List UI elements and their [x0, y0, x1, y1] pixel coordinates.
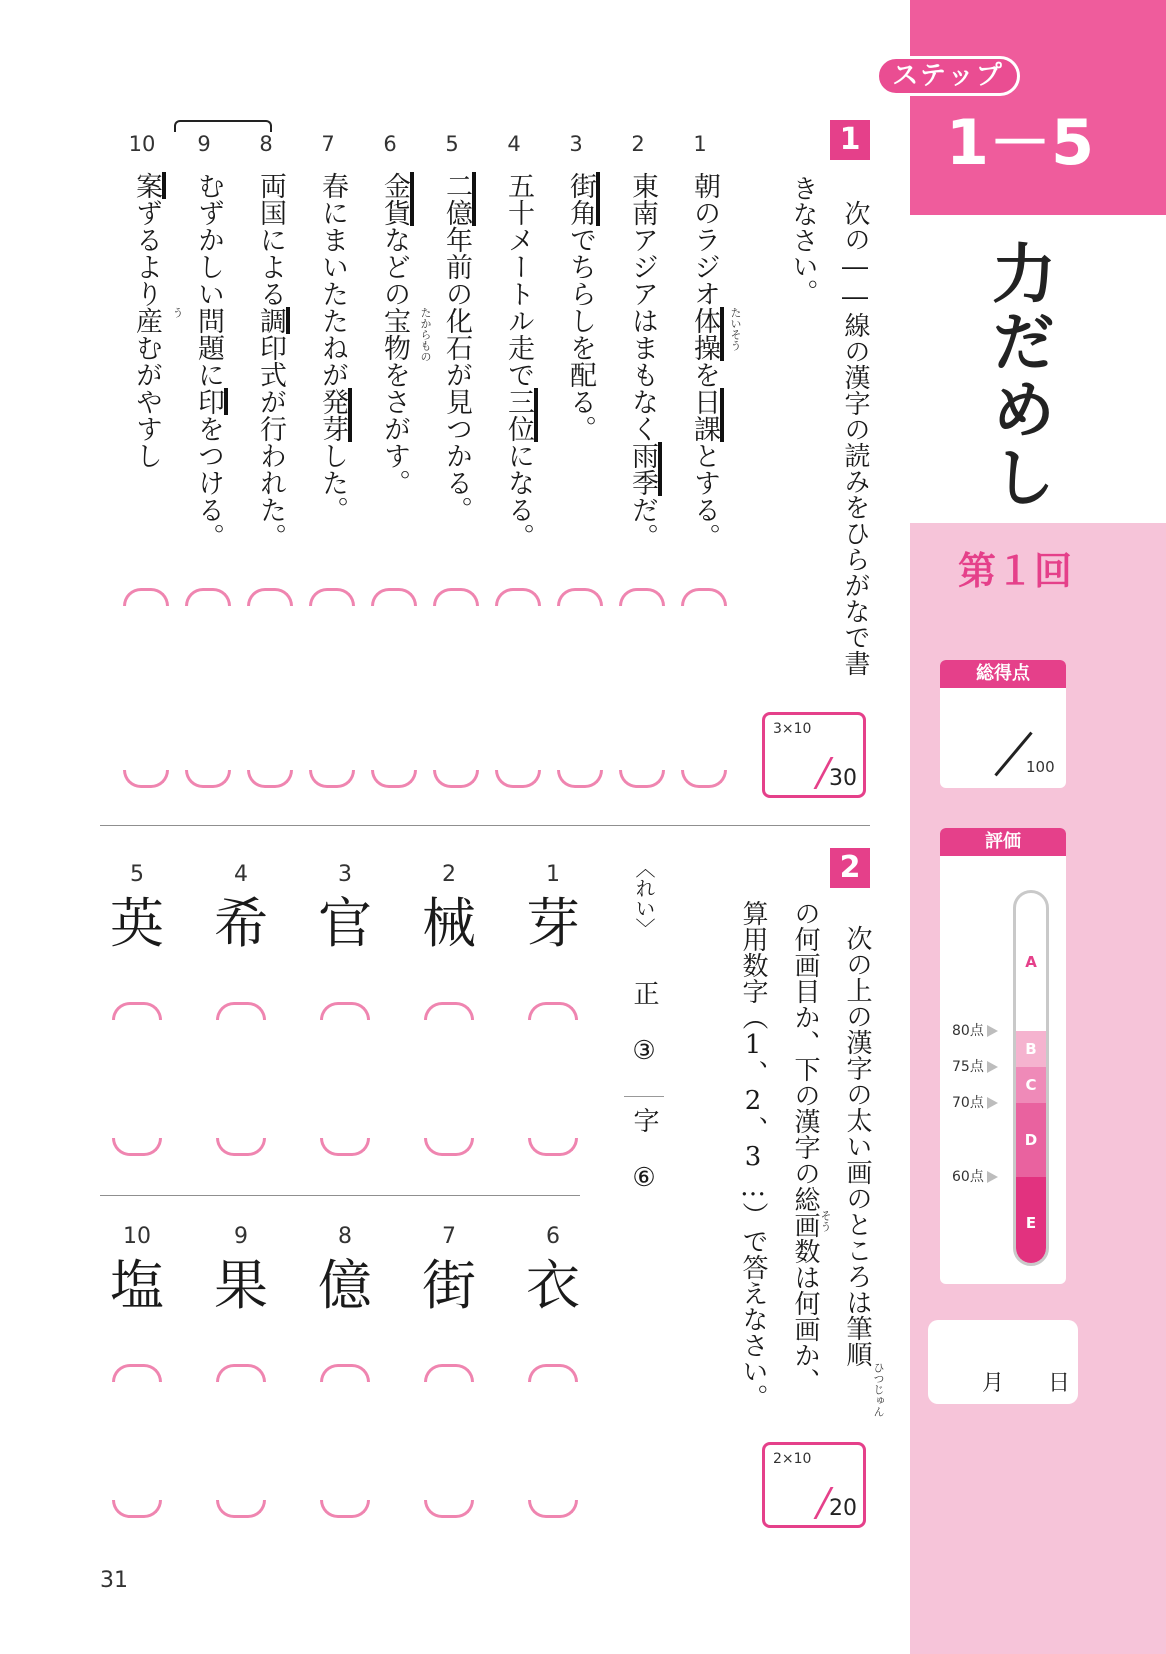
underlined-kanji: 発芽 — [317, 388, 352, 442]
question-1-score-multiplier: 3×10 — [773, 721, 812, 737]
sentence-text: 春にまいたたねが — [317, 172, 348, 388]
total-score-label: 総得点 — [940, 660, 1066, 688]
sentence-text: などの — [379, 226, 410, 307]
furigana: たからもの — [419, 307, 432, 362]
q1-item-number: 3 — [569, 132, 583, 156]
sentence-text: を — [689, 361, 720, 388]
month-label: 月 — [982, 1371, 1005, 1396]
ruby-hitsujun: ひつじゅん — [872, 1362, 885, 1417]
q1-item-number: 1 — [693, 132, 707, 156]
threshold-75: 75点 — [952, 1056, 998, 1076]
answer-bracket-top[interactable] — [557, 588, 603, 606]
answer-bracket-bottom[interactable] — [309, 770, 355, 788]
underlined-kanji: 案 — [131, 172, 166, 199]
answer-bracket-top[interactable] — [320, 1364, 370, 1382]
q2-item-number: 9 — [234, 1224, 248, 1249]
answer-bracket-top[interactable] — [619, 588, 665, 606]
ruby-sou: そう — [819, 1210, 832, 1232]
answer-bracket-bottom[interactable] — [424, 1500, 474, 1518]
q2-kanji: 衣 — [526, 1254, 580, 1317]
evaluation-card — [940, 828, 1066, 1284]
q1-sentence — [684, 172, 742, 550]
answer-bracket-bottom[interactable] — [216, 1500, 266, 1518]
example-kanji-2: 字 — [624, 1096, 664, 1133]
answer-bracket-top[interactable] — [424, 1002, 474, 1020]
q1-item-number: 5 — [445, 132, 459, 156]
sentence-text: になる。 — [503, 442, 534, 550]
sentence-text: 朝のラジオ — [689, 172, 720, 307]
q1-item-number: 9 — [197, 132, 211, 156]
answer-bracket-top[interactable] — [216, 1002, 266, 1020]
underlined-kanji: 三位 — [503, 388, 538, 442]
threshold-60: 60点 — [952, 1166, 998, 1186]
sentence-text: でちらしを配る。 — [565, 226, 596, 442]
answer-bracket-top[interactable] — [433, 588, 479, 606]
grade-c-label: C — [1025, 1076, 1037, 1094]
answer-bracket-bottom[interactable] — [619, 770, 665, 788]
sentence-text: 五十メートル走で — [503, 172, 534, 388]
q1-sentence — [622, 172, 662, 550]
answer-bracket-bottom[interactable] — [528, 1500, 578, 1518]
question-1-instruction-line1: 次の――線の漢字の読みをひらがなで書 — [840, 200, 870, 676]
sentence-text: 年前の化石が見つかる。 — [441, 226, 472, 523]
q2-item-number: 8 — [338, 1224, 352, 1249]
answer-bracket-bottom[interactable] — [557, 770, 603, 788]
sentence-text: 東南アジアはまもなく — [627, 172, 658, 442]
sentence-text: 産 — [131, 307, 162, 334]
grade-b-label: B — [1025, 1040, 1037, 1058]
grade-meter — [1013, 890, 1049, 1266]
q2-kanji: 億 — [318, 1254, 372, 1317]
q2-item-number: 3 — [338, 862, 352, 887]
pair-brace — [174, 120, 272, 132]
grade-zone-c — [1016, 1067, 1046, 1103]
furigana: たいそう — [729, 307, 742, 351]
underlined-kanji: 日課 — [689, 388, 724, 442]
example — [624, 858, 664, 1193]
question-2-number: 2 — [830, 848, 870, 888]
example-kanji-1: 正 — [629, 980, 659, 1006]
answer-bracket-bottom[interactable] — [216, 1138, 266, 1156]
question-1-number: 1 — [830, 120, 870, 160]
sentence-text: をさがす。 — [379, 361, 410, 496]
example-value-1: ③ — [629, 1036, 659, 1066]
sentence-text: とする。 — [689, 442, 720, 550]
sentence-text: 両国による — [255, 172, 286, 307]
answer-bracket-bottom[interactable] — [247, 770, 293, 788]
q1-item-number: 10 — [128, 132, 156, 156]
q1-sentence — [312, 172, 352, 523]
example-value-2: ⑥ — [629, 1163, 659, 1193]
underlined-kanji: 印 — [193, 388, 228, 415]
answer-bracket-top[interactable] — [528, 1002, 578, 1020]
page-title: 力だめし — [981, 240, 1055, 512]
question-2-instruction-line2: の何画目か、下の漢字の総画数は何画か、 — [790, 900, 820, 1394]
q1-item-number: 6 — [383, 132, 397, 156]
underlined-kanji: 二億 — [441, 172, 476, 226]
underlined-kanji: 雨季 — [627, 442, 662, 496]
q2-kanji: 果 — [214, 1254, 268, 1317]
date-card — [928, 1320, 1078, 1404]
answer-bracket-bottom[interactable] — [371, 770, 417, 788]
answer-bracket-top[interactable] — [112, 1364, 162, 1382]
answer-bracket-bottom[interactable] — [112, 1138, 162, 1156]
q1-sentence — [188, 172, 228, 550]
q2-item-number: 6 — [546, 1224, 560, 1249]
total-score-max: 100 — [1026, 758, 1055, 776]
answer-bracket-top[interactable] — [681, 588, 727, 606]
answer-bracket-top[interactable] — [528, 1364, 578, 1382]
sentence-text: むずかしい問題に — [193, 172, 224, 388]
q2-kanji: 塩 — [110, 1254, 164, 1317]
underlined-kanji: 体操 — [689, 307, 724, 361]
q2-item-number: 5 — [130, 862, 144, 887]
question-1-instruction-line2: きなさい。 — [788, 175, 818, 305]
sentence-text: 印式が行われた。 — [255, 334, 286, 550]
question-2-instruction-line3: 算用数字（1、2、3…）で答えなさい。 — [738, 900, 768, 1410]
q1-item-number: 2 — [631, 132, 645, 156]
question-1-score-max: 30 — [829, 766, 857, 791]
q1-item-number: 7 — [321, 132, 335, 156]
answer-bracket-top[interactable] — [123, 588, 169, 606]
answer-bracket-top[interactable] — [424, 1364, 474, 1382]
q1-sentence — [126, 172, 184, 469]
page-number: 31 — [100, 1568, 128, 1593]
q1-sentence — [436, 172, 476, 523]
q1-item-number: 8 — [259, 132, 273, 156]
section-divider — [100, 825, 870, 826]
q1-item-number: 4 — [507, 132, 521, 156]
question-2-score-max: 20 — [829, 1496, 857, 1521]
answer-bracket-top[interactable] — [216, 1364, 266, 1382]
answer-bracket-top[interactable] — [247, 588, 293, 606]
q2-kanji: 希 — [214, 892, 268, 955]
answer-bracket-bottom[interactable] — [320, 1138, 370, 1156]
q1-sentence — [560, 172, 600, 442]
q1-sentence — [498, 172, 538, 550]
grade-a-label: A — [1025, 953, 1037, 971]
q2-kanji: 英 — [110, 892, 164, 955]
q2-kanji: 官 — [318, 892, 372, 955]
threshold-70: 70点 — [952, 1092, 998, 1112]
q1-sentence — [374, 172, 432, 496]
threshold-80: 80点 — [952, 1020, 998, 1040]
day-label: 日 — [1048, 1371, 1071, 1396]
q2-kanji: 街 — [422, 1254, 476, 1317]
grade-zone-a — [1016, 893, 1046, 1031]
answer-bracket-bottom[interactable] — [681, 770, 727, 788]
grade-e-label: E — [1025, 1214, 1037, 1232]
answer-bracket-top[interactable] — [320, 1002, 370, 1020]
question-1-score-box[interactable] — [762, 712, 866, 798]
example-label: 〈れい〉 — [632, 858, 656, 938]
q2-item-number: 1 — [546, 862, 560, 887]
grade-d-label: D — [1024, 1131, 1038, 1149]
answer-bracket-top[interactable] — [371, 588, 417, 606]
sentence-text: ずるより — [131, 199, 162, 307]
ruby-group — [684, 307, 742, 361]
q1-sentence — [250, 172, 290, 550]
ruby-group — [374, 307, 432, 362]
step-range: 1－5 — [945, 106, 1095, 179]
round-label: 第１回 — [957, 549, 1072, 593]
furigana: う — [171, 307, 184, 318]
answer-bracket-bottom[interactable] — [123, 770, 169, 788]
underlined-kanji: 金貨 — [379, 172, 414, 226]
q2-kanji: 械 — [422, 892, 476, 955]
grade-zone-b — [1016, 1031, 1046, 1067]
answer-bracket-bottom[interactable] — [112, 1500, 162, 1518]
underlined-kanji: 街角 — [565, 172, 600, 226]
sentence-text: した。 — [317, 442, 348, 523]
sentence-text: をつける。 — [193, 415, 224, 550]
q2-item-number: 7 — [442, 1224, 456, 1249]
grade-zone-e — [1016, 1177, 1046, 1266]
answer-bracket-bottom[interactable] — [528, 1138, 578, 1156]
q2-kanji: 芽 — [526, 892, 580, 955]
q2-item-number: 2 — [442, 862, 456, 887]
answer-bracket-bottom[interactable] — [424, 1138, 474, 1156]
evaluation-label: 評価 — [940, 828, 1066, 856]
answer-bracket-top[interactable] — [495, 588, 541, 606]
answer-bracket-bottom[interactable] — [495, 770, 541, 788]
sentence-text: 宝物 — [379, 307, 410, 361]
grade-zone-d — [1016, 1103, 1046, 1177]
answer-bracket-bottom[interactable] — [433, 770, 479, 788]
sentence-text: だ。 — [627, 496, 658, 550]
ruby-group — [126, 307, 184, 334]
underlined-kanji: 調 — [255, 307, 290, 334]
q2-item-number: 10 — [123, 1224, 151, 1249]
row-divider — [100, 1195, 580, 1196]
question-2-score-multiplier: 2×10 — [773, 1451, 812, 1467]
answer-bracket-top[interactable] — [112, 1002, 162, 1020]
total-score-card — [940, 660, 1066, 788]
q2-item-number: 4 — [234, 862, 248, 887]
answer-bracket-bottom[interactable] — [185, 770, 231, 788]
answer-bracket-bottom[interactable] — [320, 1500, 370, 1518]
step-label: ステップ — [876, 56, 1020, 96]
question-2-instruction-line1: 次の上の漢字の太い画のところは筆順 — [842, 925, 872, 1367]
answer-bracket-top[interactable] — [309, 588, 355, 606]
sentence-text: むがやすし — [131, 334, 162, 469]
answer-bracket-top[interactable] — [185, 588, 231, 606]
question-2-score-box[interactable] — [762, 1442, 866, 1528]
